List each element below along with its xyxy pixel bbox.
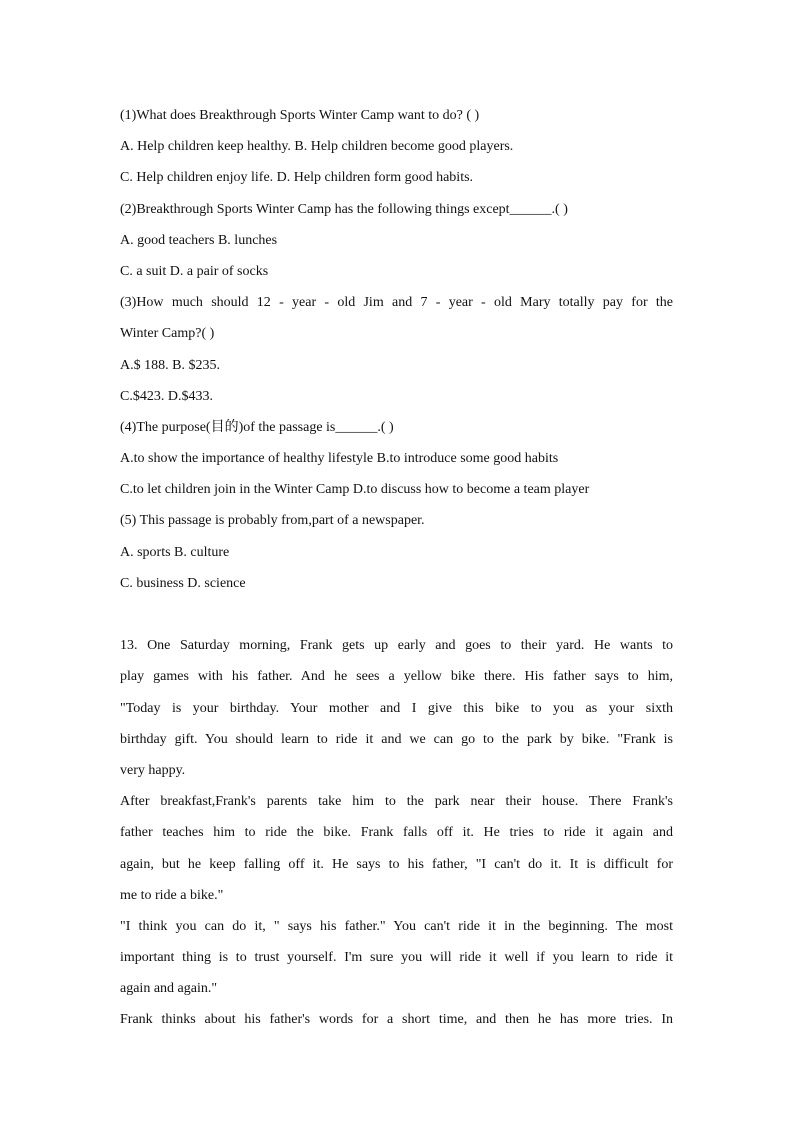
question-3-stem-line-2: Winter Camp?( ) bbox=[120, 326, 215, 342]
passage-13-line: "Today is your birthday. Your mother and I give this bike to you as your sixth bbox=[120, 700, 673, 716]
passage-13-line: play games with his father. And he sees a yellow bike there. His father says to him, bbox=[120, 669, 673, 685]
question-5-options-cd: C. business D. science bbox=[120, 575, 246, 591]
question-1-stem: (1)What does Breakthrough Sports Winter Camp want to do? ( ) bbox=[120, 108, 480, 123]
page-content bbox=[120, 100, 673, 1036]
passage-13-line: 13. One Saturday morning, Frank gets up early and goes to their yard. He wants to bbox=[120, 638, 673, 654]
passage-13-line: me to ride a bike." bbox=[120, 887, 224, 903]
question-3-options-cd: C.$423. D.$433. bbox=[120, 388, 213, 404]
question-4-stem: (4)The purpose(目的)of the passage is______.( ) bbox=[120, 419, 394, 435]
question-3-stem-line-1: (3)How much should 12 - year - old Jim and 7 - year - old Mary totally pay for the bbox=[120, 295, 673, 311]
section-gap bbox=[120, 599, 673, 630]
question-5-stem: (5) This passage is probably from,part of a newspaper. bbox=[120, 513, 425, 529]
question-5-options-ab: A. sports B. culture bbox=[120, 544, 230, 560]
passage-13-line: "I think you can do it, " says his father." You can't ride it in the beginning. The most bbox=[120, 918, 673, 934]
passage-13-line: very happy. bbox=[120, 762, 186, 778]
question-2-options-cd: C. a suit D. a pair of socks bbox=[120, 263, 269, 279]
passage-13-line: Frank thinks about his father's words for a short time, and then he has more tries. In bbox=[120, 1012, 673, 1028]
question-3-options-ab: A.$ 188. B. $235. bbox=[120, 357, 220, 373]
question-1-options-ab: A. Help children keep healthy. B. Help children become good players. bbox=[120, 139, 514, 155]
passage-13-line: again, but he keep falling off it. He says to his father, "I can't do it. It is difficult for bbox=[120, 856, 673, 872]
question-1-options-cd: C. Help children enjoy life. D. Help children form good habits. bbox=[120, 170, 474, 186]
question-2-options-ab: A. good teachers B. lunches bbox=[120, 232, 278, 248]
passage-13-line: birthday gift. You should learn to ride it and we can go to the park by bike. "Frank is bbox=[120, 731, 673, 747]
passage-13-line: important thing is to trust yourself. I'm sure you will ride it well if you learn to ride it bbox=[120, 950, 673, 966]
question-2-stem: (2)Breakthrough Sports Winter Camp has the following things except______.( ) bbox=[120, 201, 568, 217]
question-4-options-ab: A.to show the importance of healthy lifestyle B.to introduce some good habits bbox=[120, 451, 559, 467]
passage-13-line: again and again." bbox=[120, 981, 218, 997]
passage-13-line: father teaches him to ride the bike. Frank falls off it. He tries to ride it again and bbox=[120, 825, 673, 841]
passage-13-line: After breakfast,Frank's parents take him to the park near their house. There Frank's bbox=[120, 794, 673, 810]
question-4-options-cd: C.to let children join in the Winter Camp D.to discuss how to become a team player bbox=[120, 482, 590, 498]
